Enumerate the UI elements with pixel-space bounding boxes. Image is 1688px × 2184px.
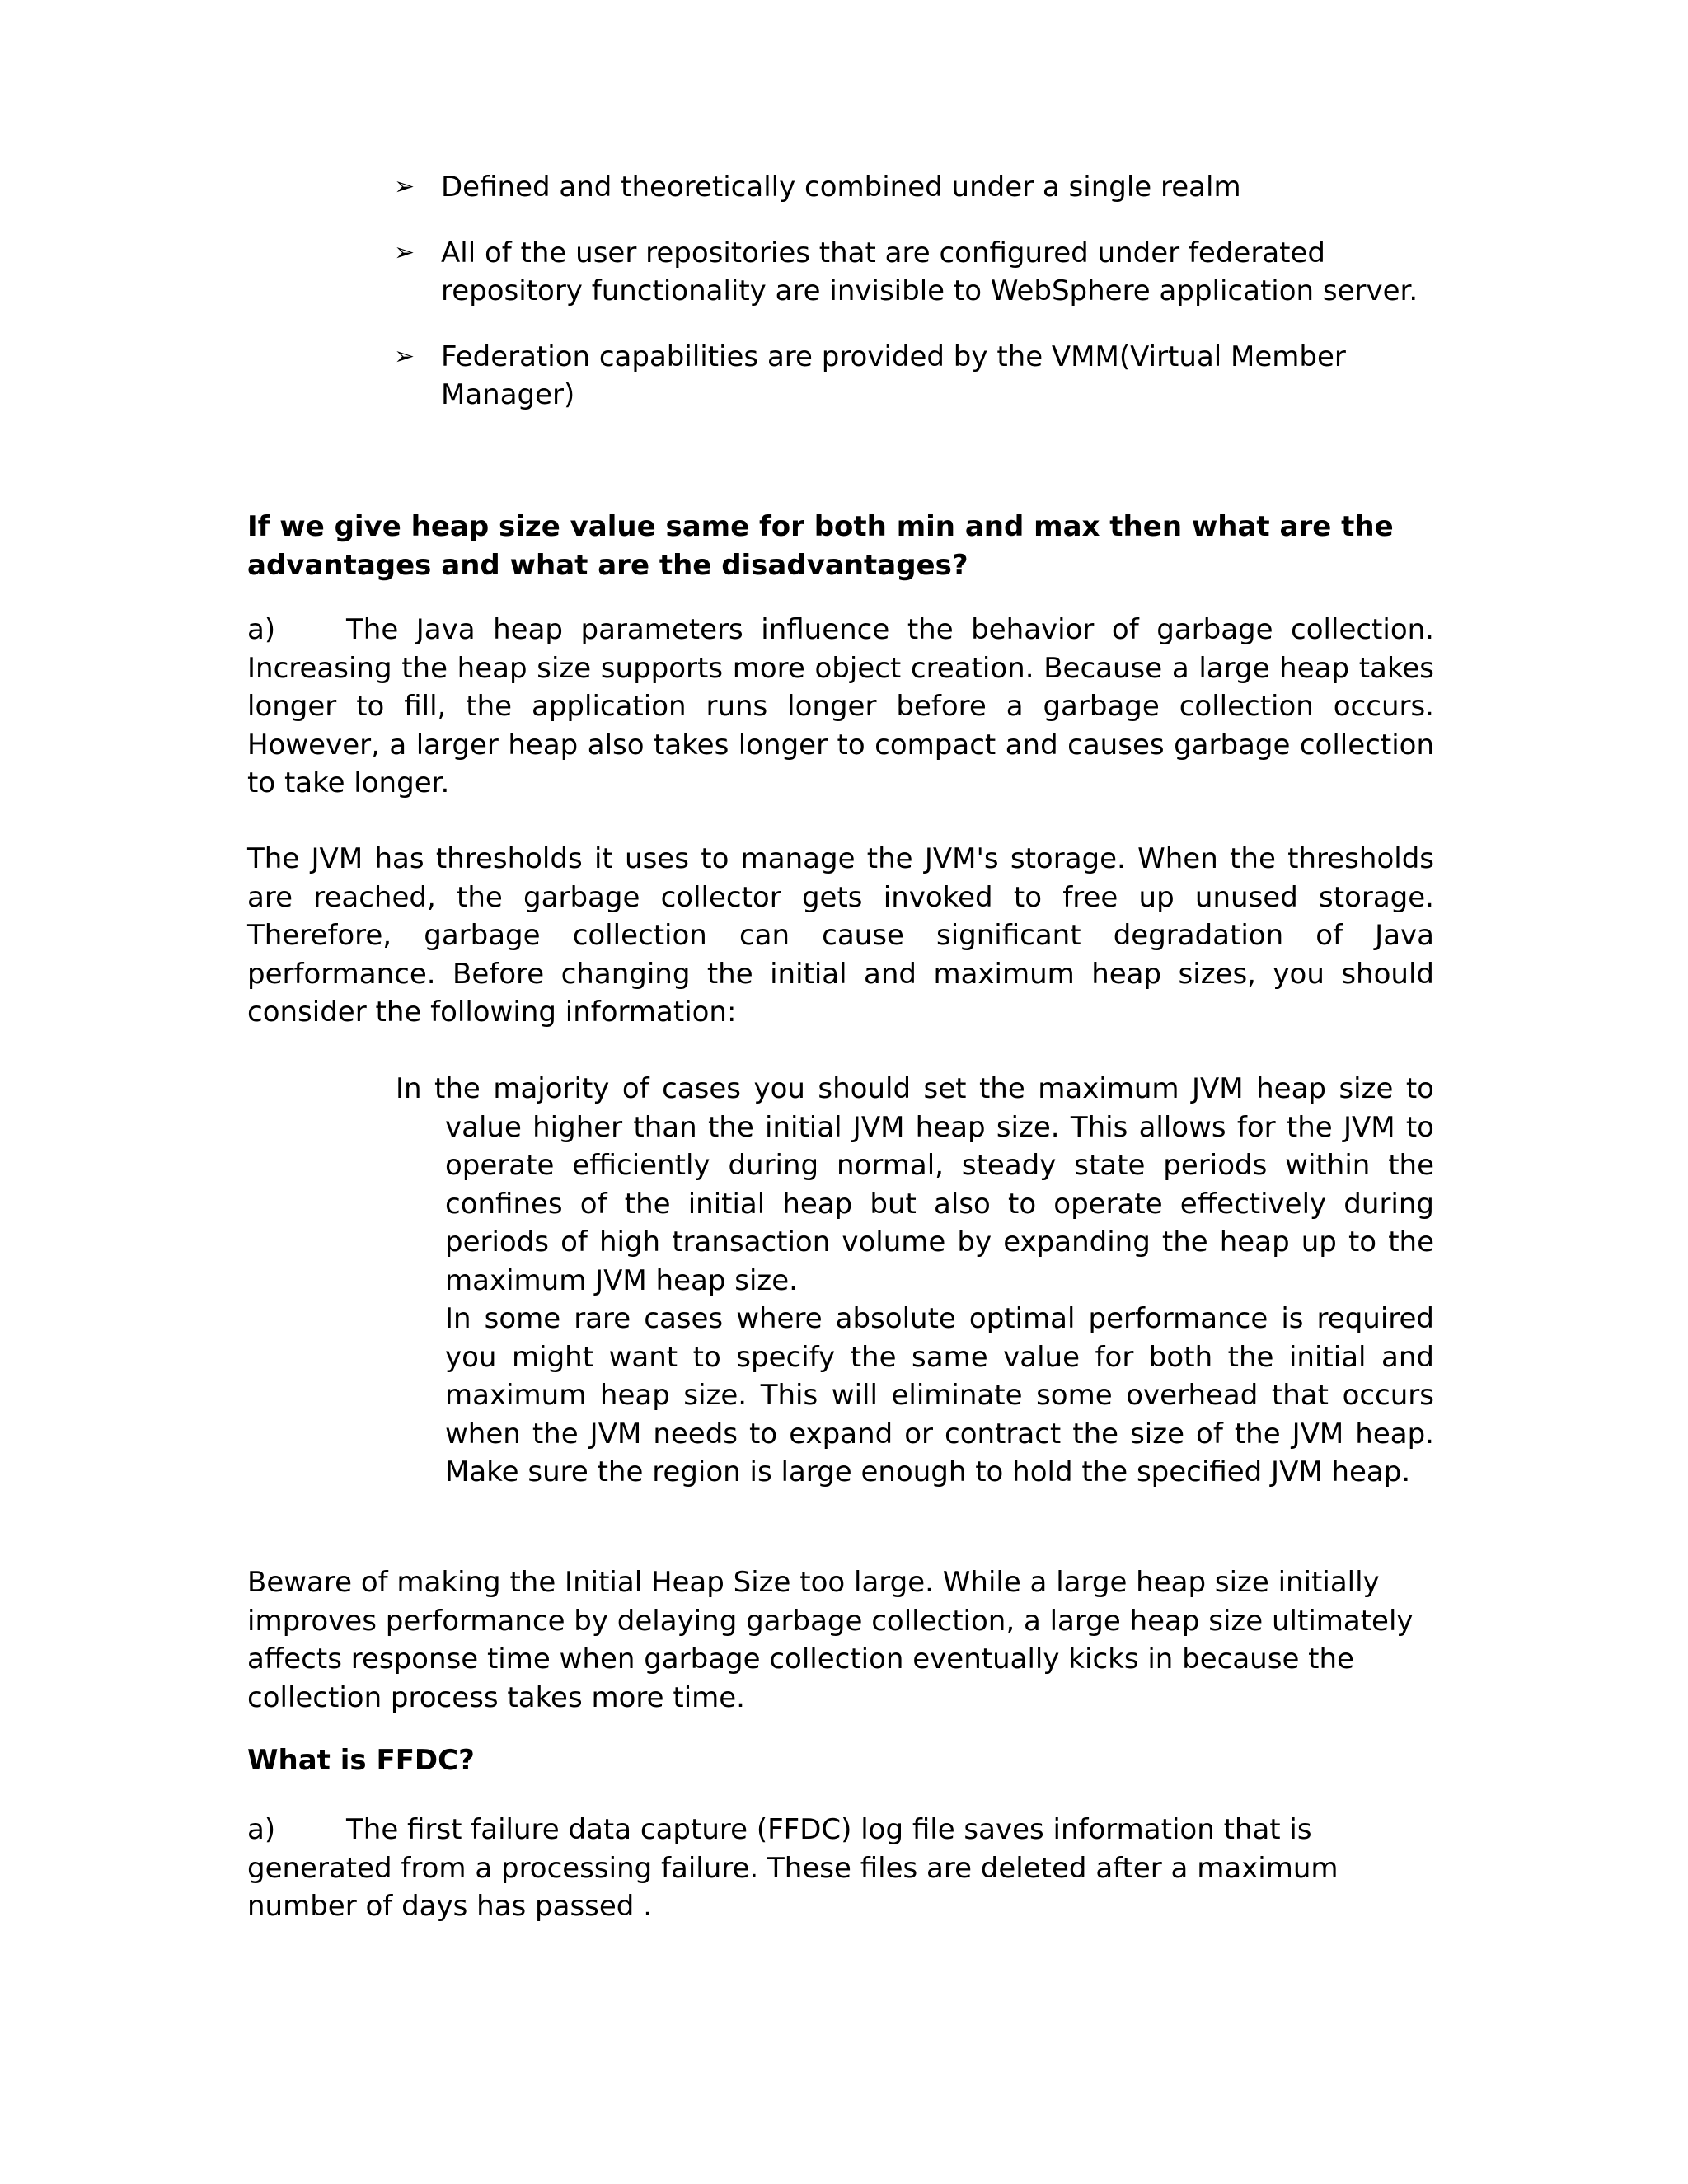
question-heading: If we give heap size value same for both min and max then what are the advantages and what are the disadvantages? [247, 510, 1394, 582]
answer-paragraph [247, 1811, 1434, 1926]
answer-text: The Java heap parameters influence the behavior of garbage collection. Increasing the heap size supports more object creation. Because a large heap takes longer to fill, the application runs longer before a garbage collection occurs. However, a larger heap also takes longer to compact and causes garbage collection to take longer. [247, 613, 1434, 799]
question-heading: What is FFDC? [247, 1744, 475, 1777]
bullet-list [394, 168, 1432, 442]
info-item: In some rare cases where absolute optimal performance is required you might want to specify the same value for both the initial and maximum heap size. This will eliminate some overhead that occurs when the JVM needs to expand or contract the size of the JVM heap. Make sure the region is large enough to hold the specified JVM heap. [445, 1302, 1434, 1488]
answer-paragraph [247, 611, 1434, 803]
answer-marker: a) [247, 613, 276, 646]
body-paragraph: The JVM has thresholds it uses to manage the JVM's storage. When the thresholds are reached, the garbage collector gets invoked to free up unused storage. Therefore, garbage collection can cause significant degradation of Java performance. Before changing the initial and maximum heap sizes, you should consider the following information: [247, 842, 1434, 1029]
arrow-bullet-icon: ➢ [394, 237, 415, 267]
list-item [394, 338, 1432, 415]
list-item [394, 234, 1432, 311]
bullet-text: Federation capabilities are provided by the VMM(Virtual Member Manager) [441, 340, 1346, 411]
answer-text: The first failure data capture (FFDC) log file saves information that is generated from a processing failure. These files are deleted after a maximum number of days has passed . [247, 1813, 1339, 1923]
body-paragraph: Beware of making the Initial Heap Size too large. While a large heap size initially improves performance by delaying garbage collection, a large heap size ultimately affects response time when garbage collection eventually kicks in because the collection process takes more time. [247, 1566, 1414, 1714]
answer-marker: a) [247, 1813, 276, 1846]
bullet-text: Defined and theoretically combined under a single realm [441, 171, 1241, 204]
info-block [396, 1070, 1434, 1492]
arrow-bullet-icon: ➢ [394, 172, 415, 201]
bullet-text: All of the user repositories that are configured under federated repository functionality are invisible to WebSphere application server. [441, 236, 1418, 307]
arrow-bullet-icon: ➢ [394, 341, 415, 371]
list-item [394, 168, 1432, 207]
info-item: In the majority of cases you should set the maximum JVM heap size to value higher than the initial JVM heap size. This allows for the JVM to operate efficiently during normal, steady state periods within the confines of the initial heap but also to operate effectively during periods of high transaction volume by expanding the heap up to the maximum JVM heap size. [396, 1072, 1434, 1297]
